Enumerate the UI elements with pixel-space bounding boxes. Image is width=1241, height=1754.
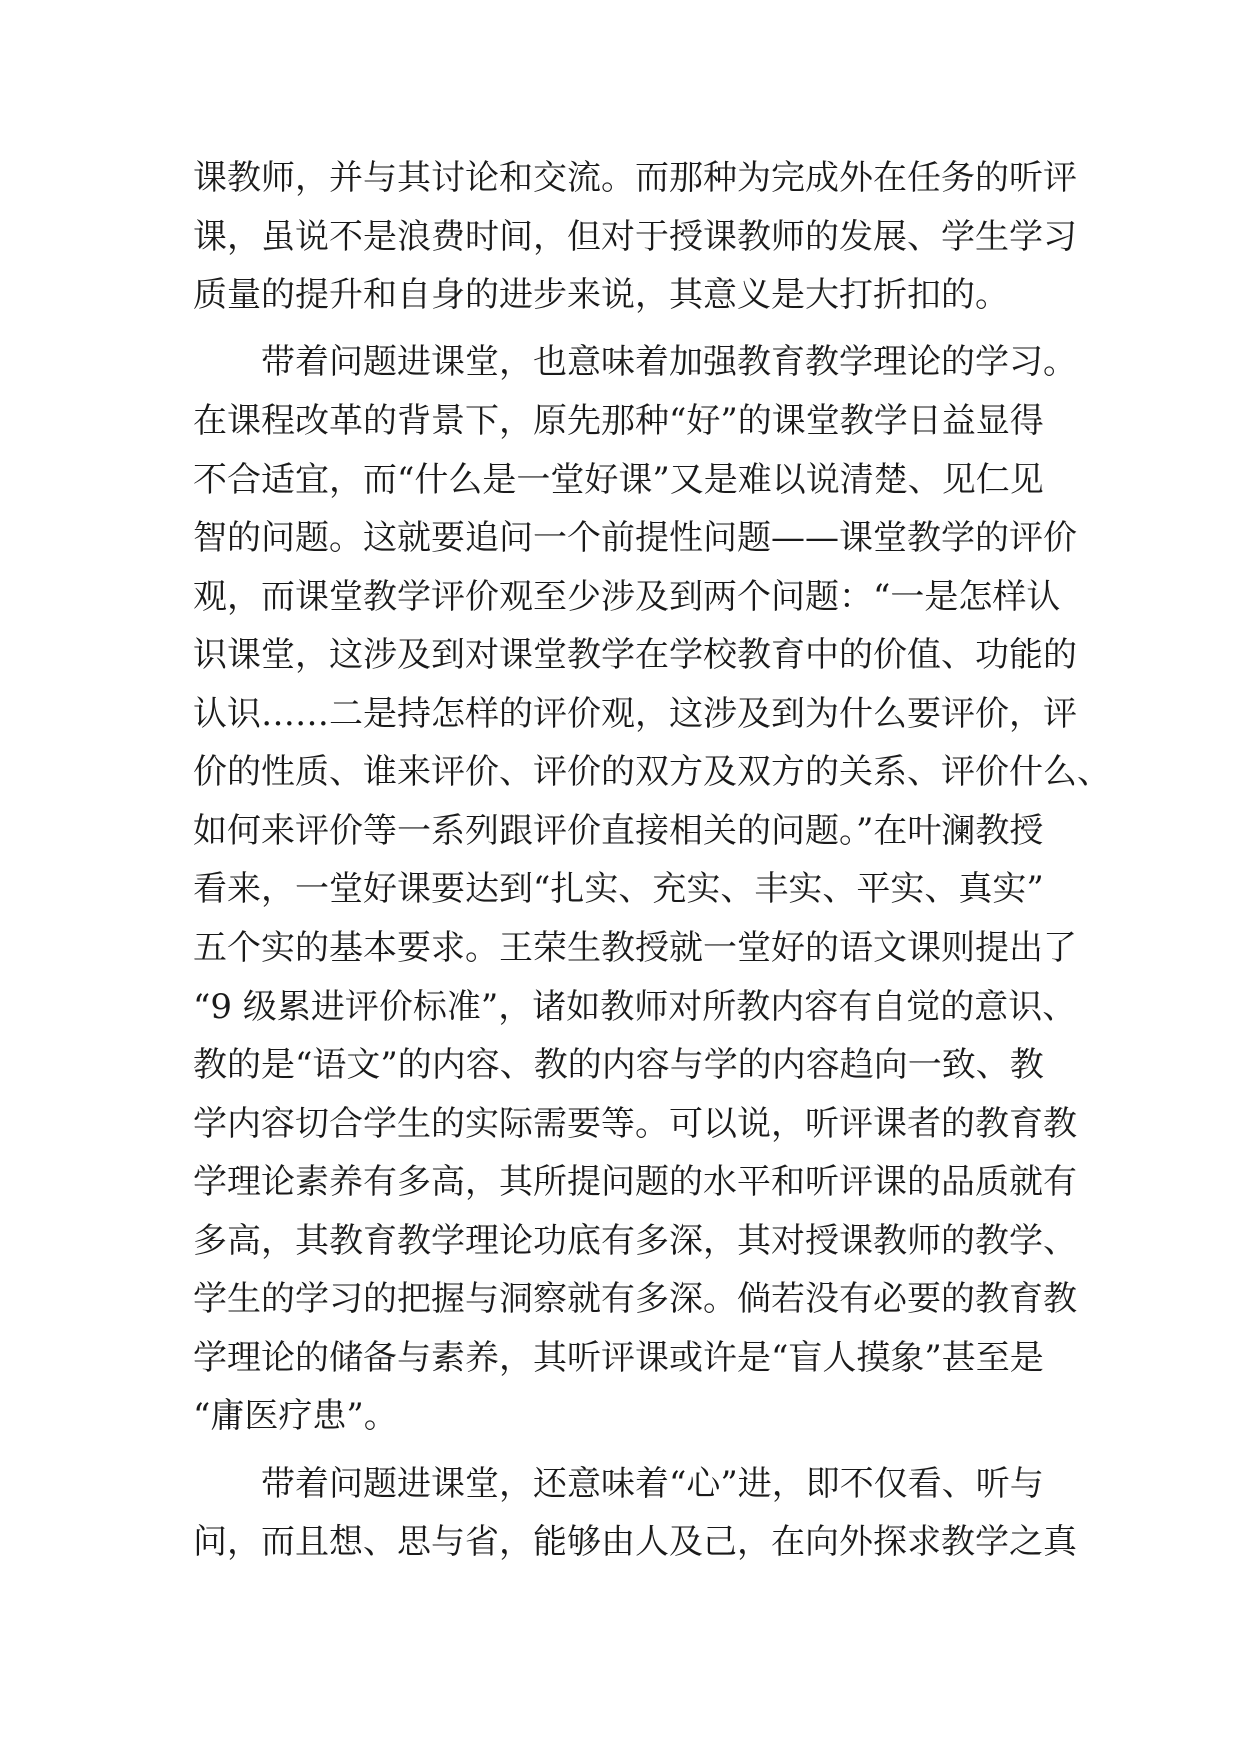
text-line: 学理论素养有多高，其所提问题的水平和听评课的品质就有 <box>193 1162 1077 1202</box>
text-line: 五个实的基本要求。王荣生教授就一堂好的语文课则提出了 <box>193 928 1077 968</box>
text-line: 多高，其教育教学理论功底有多深，其对授课教师的教学、 <box>193 1221 1077 1261</box>
text-line: 学内容切合学生的实际需要等。可以说，听评课者的教育教 <box>193 1104 1077 1144</box>
text-line: 不合适宜，而“什么是一堂好课”又是难以说清楚、见仁见 <box>193 460 1044 500</box>
text-line: 识课堂，这涉及到对课堂教学在学校教育中的价值、功能的 <box>193 635 1077 675</box>
text-line: 学生的学习的把握与洞察就有多深。倘若没有必要的教育教 <box>193 1279 1077 1319</box>
text-line: 如何来评价等一系列跟评价直接相关的问题。”在叶澜教授 <box>193 811 1044 851</box>
text-line: 认识……二是持怎样的评价观，这涉及到为什么要评价，评 <box>193 694 1077 734</box>
text-line: 看来，一堂好课要达到“扎实、充实、丰实、平实、真实” <box>193 869 1044 909</box>
text-line: 学理论的储备与素养，其听评课或许是“盲人摸象”甚至是 <box>193 1338 1044 1378</box>
paragraph-start-line: 带着问题进课堂，也意味着加强教育教学理论的学习。 <box>193 342 1077 382</box>
text-line: “9 级累进评价标准”，诸如教师对所教内容有自觉的意识、 <box>193 987 1077 1027</box>
text-line: 质量的提升和自身的进步来说，其意义是大打折扣的。 <box>193 275 1009 315</box>
text-line: 观，而课堂教学评价观至少涉及到两个问题：“一是怎样认 <box>193 577 1061 617</box>
paragraph-start-line: 带着问题进课堂，还意味着“心”进，即不仅看、听与 <box>193 1464 1044 1504</box>
text-line: 智的问题。这就要追问一个前提性问题——课堂教学的评价 <box>193 518 1077 558</box>
text-line: “庸医疗患”。 <box>193 1396 398 1436</box>
text-line: 价的性质、谁来评价、评价的双方及双方的关系、评价什么、 <box>193 752 1111 792</box>
text-line: 教的是“语文”的内容、教的内容与学的内容趋向一致、教 <box>193 1045 1044 1085</box>
text-line: 课，虽说不是浪费时间，但对于授课教师的发展、学生学习 <box>193 217 1077 257</box>
text-line: 在课程改革的背景下，原先那种“好”的课堂教学日益显得 <box>193 401 1044 441</box>
text-line: 问，而且想、思与省，能够由人及己，在向外探求教学之真 <box>193 1522 1077 1562</box>
text-line: 课教师，并与其讨论和交流。而那种为完成外在任务的听评 <box>193 158 1077 198</box>
